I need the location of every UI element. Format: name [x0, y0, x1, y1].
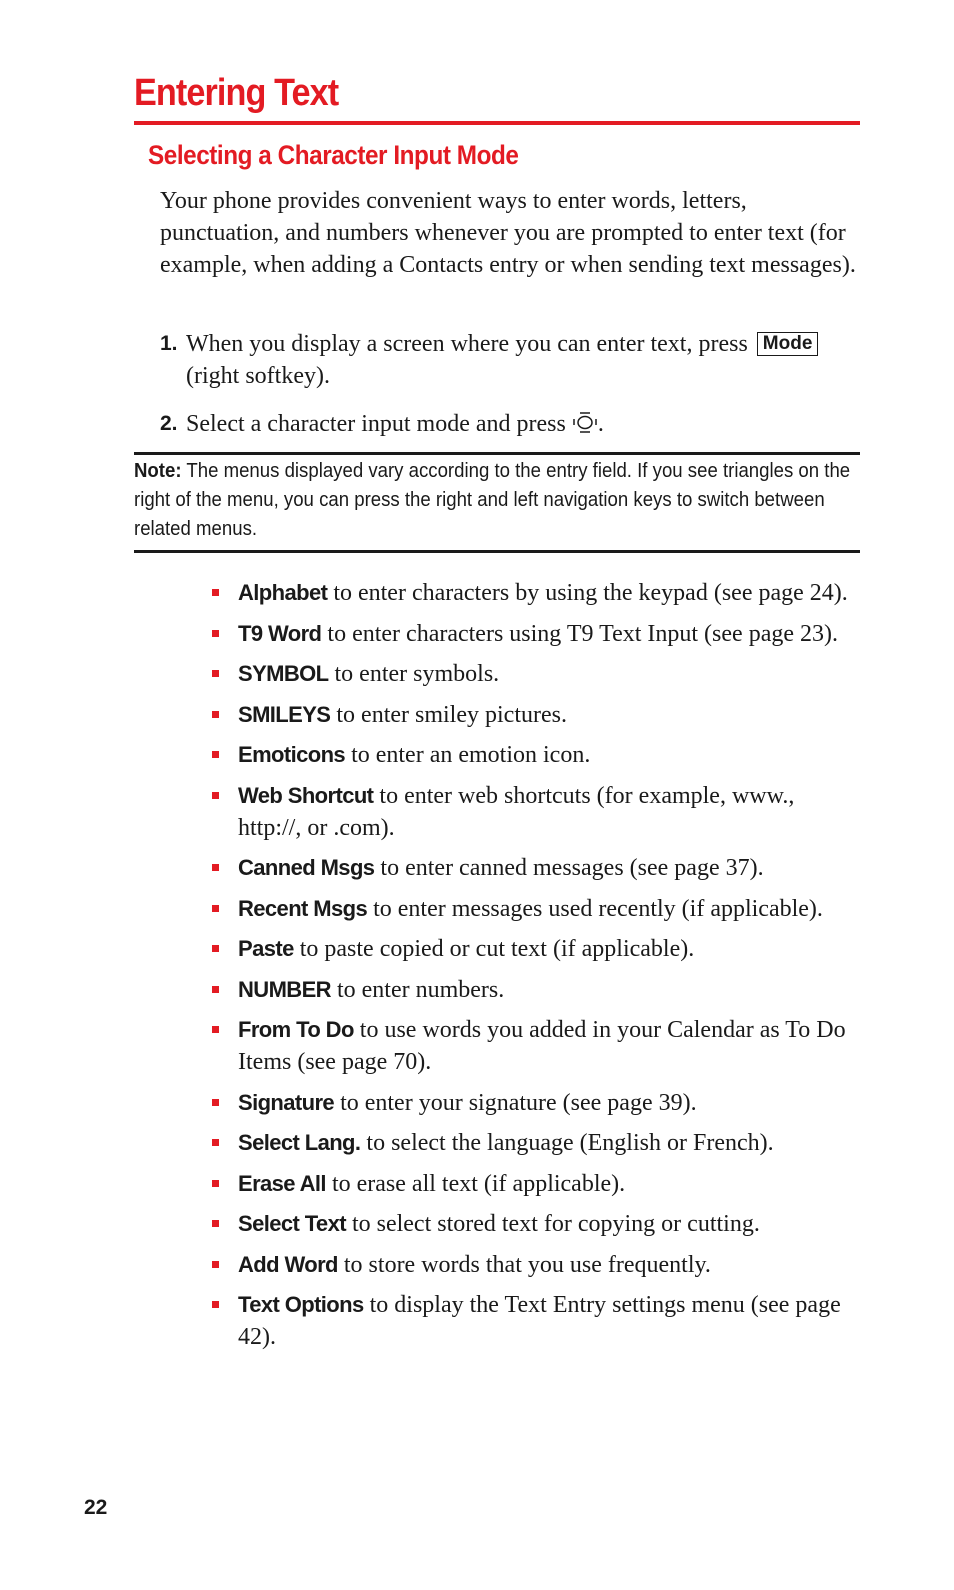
list-item [212, 780, 862, 844]
bullet-square-icon [212, 1180, 219, 1187]
note-top-rule [134, 452, 860, 455]
bullet-square-icon [212, 905, 219, 912]
mode-term: SMILEYS [238, 701, 331, 727]
bullet-square-icon [212, 1099, 219, 1106]
list-item [212, 1289, 862, 1353]
mode-description: to enter web shortcuts (for example, www., http://, or .com). [238, 782, 795, 841]
mode-term: Paste [238, 936, 294, 961]
bullet-square-icon [212, 751, 219, 758]
step-text-suffix: (right softkey). [186, 363, 330, 389]
bullet-square-icon [212, 864, 219, 871]
step-text-suffix: . [597, 411, 604, 437]
list-item [212, 699, 862, 731]
list-item [212, 893, 862, 925]
step-number: 2. [160, 412, 178, 435]
list-item [212, 577, 862, 609]
list-item [212, 1249, 862, 1281]
mode-term: SYMBOL [238, 661, 329, 686]
note-text: The menus displayed vary according to the entry field. If you see triangles on the right of the menu, you can press the right and left navigation keys to switch between related menus. [134, 460, 851, 540]
bullet-square-icon [212, 1220, 219, 1227]
title-underline [134, 121, 860, 125]
list-item [212, 618, 862, 650]
mode-term: Canned Msgs [238, 855, 375, 880]
mode-description: to paste copied or cut text (if applicable). [299, 936, 695, 962]
mode-description: to select stored text for copying or cutting. [351, 1211, 760, 1237]
list-item [212, 1208, 862, 1240]
step-text: Select a character input mode and press [186, 411, 566, 437]
mode-term: Select Lang. [238, 1130, 361, 1155]
step-number: 1. [160, 332, 178, 355]
list-item [212, 739, 862, 771]
list-item [212, 1168, 862, 1200]
mode-description: to display the Text Entry settings menu (see page 42). [238, 1292, 841, 1350]
mode-term: Select Text [238, 1211, 346, 1236]
list-item [212, 1087, 862, 1119]
bullet-square-icon [212, 670, 219, 677]
bullet-square-icon [212, 711, 219, 718]
mode-term: Web Shortcut [238, 782, 374, 808]
list-item [212, 1014, 862, 1078]
bullet-square-icon [212, 792, 219, 799]
mode-description: to use words you added in your Calendar as To Do Items (see page 70). [238, 1017, 846, 1075]
mode-softkey-label: Mode [757, 332, 819, 356]
mode-term: Signature [238, 1089, 335, 1115]
mode-description: to enter symbols. [334, 661, 500, 687]
mode-term: Add Word [238, 1251, 338, 1277]
mode-description: to erase all text (if applicable). [331, 1170, 626, 1197]
mode-term: From To Do [238, 1017, 354, 1042]
list-item [212, 658, 862, 690]
list-item [212, 974, 862, 1006]
mode-term: T9 Word [238, 620, 322, 646]
bullet-square-icon [212, 945, 219, 952]
bullet-square-icon [212, 986, 219, 993]
mode-description: to enter characters using T9 Text Input (see page 23). [327, 620, 838, 647]
mode-description: to enter smiley pictures. [336, 701, 567, 728]
mode-term: Text Options [238, 1292, 364, 1317]
page-title: Entering Text [134, 72, 339, 114]
mode-description: to enter numbers. [336, 976, 505, 1003]
bullet-square-icon [212, 630, 219, 637]
mode-description: to enter characters by using the keypad (see page 24). [333, 580, 848, 606]
bullet-square-icon [212, 1301, 219, 1308]
note-bottom-rule [134, 550, 860, 553]
ok-key-icon [572, 411, 598, 435]
bullet-square-icon [212, 589, 219, 596]
mode-description: to store words that you use frequently. [343, 1251, 711, 1278]
section-heading: Selecting a Character Input Mode [148, 140, 519, 170]
mode-term: NUMBER [238, 976, 331, 1002]
step-text: When you display a screen where you can enter text, press [186, 331, 748, 357]
step-2 [160, 408, 850, 440]
intro-paragraph: Your phone provides convenient ways to enter words, letters, punctuation, and numbers whenever you are prompted to enter text (for example, when adding a Contacts entry or when sending text messages). [160, 188, 856, 278]
mode-description: to enter messages used recently (if applicable). [373, 895, 823, 922]
list-item [212, 933, 862, 965]
mode-term: Recent Msgs [238, 895, 368, 921]
mode-description: to enter canned messages (see page 37). [380, 855, 764, 881]
page-number: 22 [84, 1496, 108, 1519]
mode-description: to enter your signature (see page 39). [340, 1089, 697, 1116]
note-box [134, 457, 859, 544]
mode-description: to select the language (English or French). [366, 1130, 774, 1156]
mode-term: Erase All [238, 1170, 326, 1196]
note-label: Note: [134, 460, 182, 482]
list-item [212, 1127, 862, 1159]
step-1 [160, 328, 850, 392]
list-item [212, 852, 862, 884]
mode-term: Emoticons [238, 742, 346, 767]
bullet-square-icon [212, 1139, 219, 1146]
mode-term: Alphabet [238, 580, 328, 605]
input-mode-list [212, 577, 862, 1362]
bullet-square-icon [212, 1026, 219, 1033]
mode-description: to enter an emotion icon. [351, 742, 591, 768]
bullet-square-icon [212, 1261, 219, 1268]
